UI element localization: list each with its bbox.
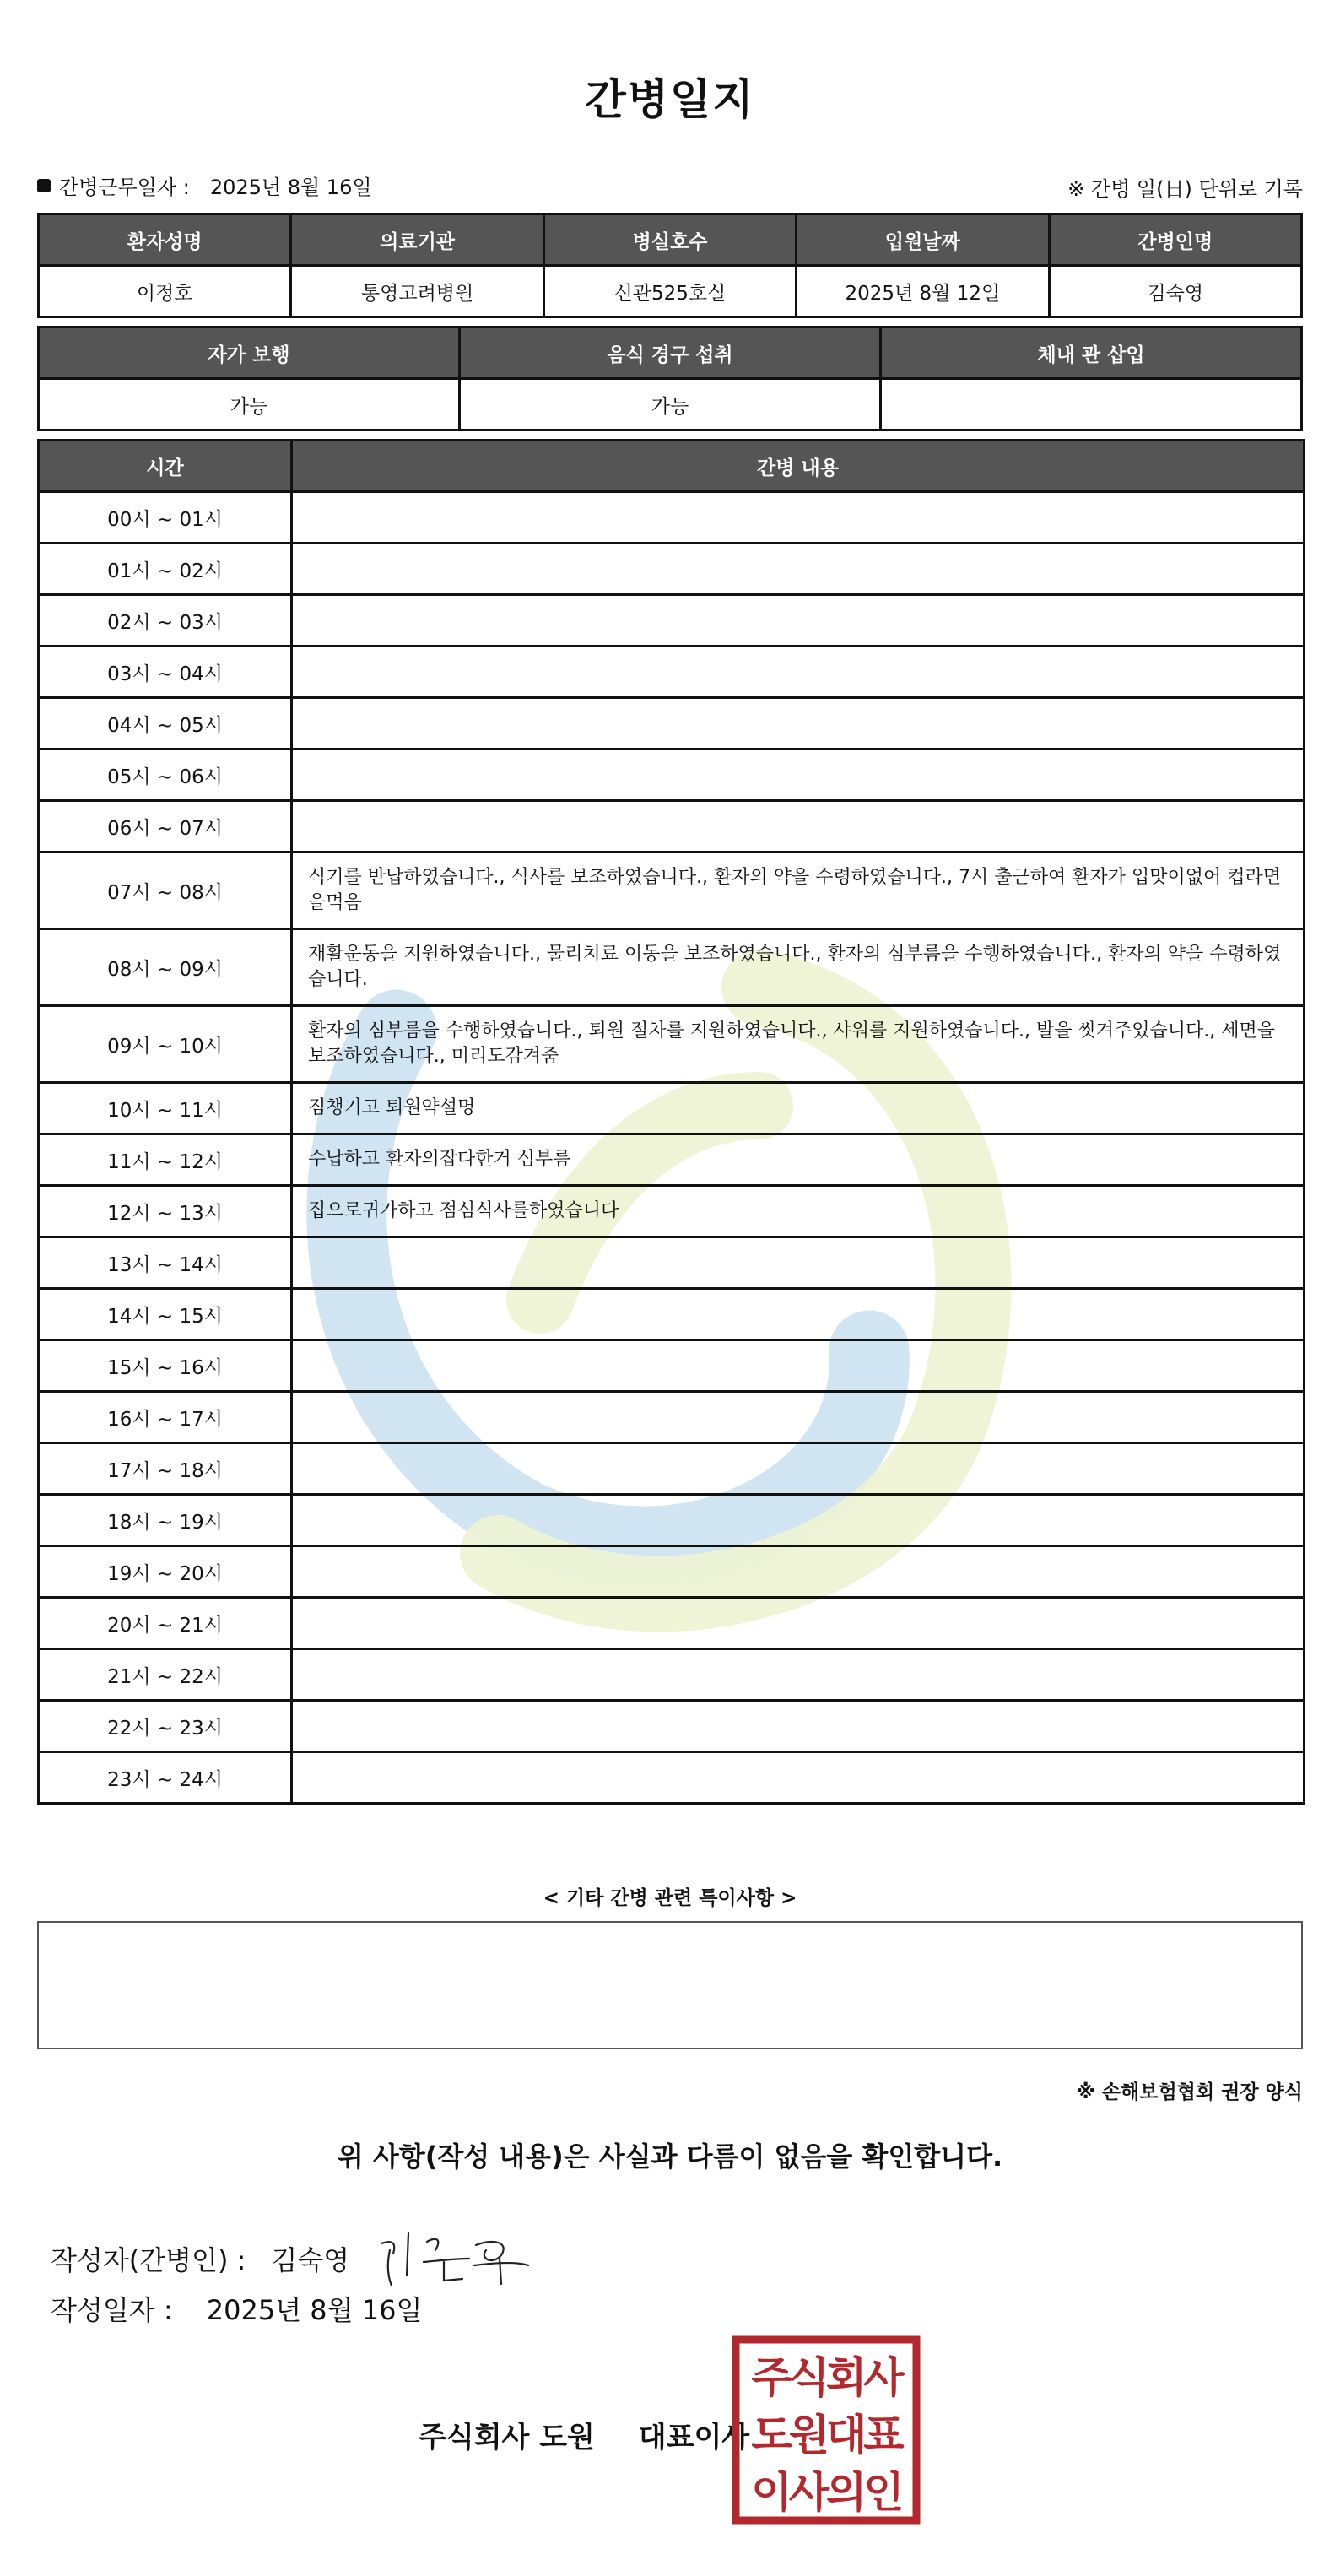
ceo-title: 대표이사	[638, 2421, 750, 2454]
header-caregiver-name: 간병인명	[1049, 214, 1301, 266]
content-cell	[292, 1392, 1305, 1443]
time-cell: 09시 ~ 10시	[39, 1006, 292, 1083]
write-date-label: 작성일자 :	[51, 2294, 173, 2326]
write-date-line	[51, 2289, 422, 2328]
tube-insertion	[881, 379, 1302, 430]
recommend-note: ※ 손해보험협회 권장 양식	[1076, 2081, 1303, 2103]
time-cell: 06시 ~ 07시	[39, 801, 292, 852]
time-cell: 10시 ~ 11시	[39, 1083, 292, 1134]
care-log-table	[37, 439, 1305, 1805]
table-row	[39, 801, 1305, 852]
bullet-square-icon	[37, 179, 51, 192]
time-cell: 01시 ~ 02시	[39, 544, 292, 595]
svg-text:이사의인: 이사의인	[751, 2468, 901, 2517]
header-oral-intake: 음식 경구 섭취	[460, 327, 881, 379]
content-cell	[292, 750, 1305, 801]
other-notes-label: < 기타 간병 관련 특이사항 >	[543, 1887, 797, 1909]
content-cell: 짐챙기고 퇴원약설명	[292, 1083, 1305, 1134]
content-cell	[292, 1495, 1305, 1546]
table-row	[39, 1752, 1305, 1804]
document-title: 간병일지	[585, 75, 755, 124]
table-row	[39, 1340, 1305, 1392]
header-patient-name: 환자성명	[39, 214, 291, 266]
table-row	[39, 1546, 1305, 1598]
hospital: 통영고려병원	[291, 266, 543, 317]
work-date-line	[37, 170, 372, 200]
table-row	[39, 1289, 1305, 1340]
time-cell: 17시 ~ 18시	[39, 1443, 292, 1495]
table-row	[39, 1237, 1305, 1289]
content-cell	[292, 1340, 1305, 1392]
company-name: 주식회사 도원	[419, 2421, 595, 2454]
content-cell	[292, 801, 1305, 852]
company-seal-stamp	[731, 2335, 921, 2525]
content-cell: 재활운동을 지원하였습니다., 물리치료 이동을 보조하였습니다., 환자의 심부름을 수행하였습니다., 환자의 약을 수령하였습니다.	[292, 929, 1305, 1006]
patient-info-table	[37, 213, 1303, 318]
header-room: 병실호수	[543, 214, 796, 266]
header-admission-date: 입원날짜	[797, 214, 1049, 266]
time-cell: 19시 ~ 20시	[39, 1546, 292, 1598]
content-cell	[292, 647, 1305, 698]
other-notes-box	[37, 1921, 1303, 2049]
time-cell: 00시 ~ 01시	[39, 492, 292, 544]
content-cell	[292, 1701, 1305, 1752]
time-cell: 23시 ~ 24시	[39, 1752, 292, 1804]
content-cell	[292, 1443, 1305, 1495]
handwritten-signature	[375, 2225, 535, 2292]
time-cell: 11시 ~ 12시	[39, 1134, 292, 1186]
table-row	[39, 750, 1305, 801]
table-row	[39, 929, 1305, 1006]
caregiver-name: 김숙영	[1049, 266, 1301, 317]
table-row	[39, 492, 1305, 544]
time-cell: 20시 ~ 21시	[39, 1598, 292, 1649]
table-row	[39, 1134, 1305, 1186]
table-row	[39, 1083, 1305, 1134]
time-cell: 14시 ~ 15시	[39, 1289, 292, 1340]
content-cell: 수납하고 환자의잡다한거 심부름	[292, 1134, 1305, 1186]
table-row	[39, 1649, 1305, 1701]
time-cell: 07시 ~ 08시	[39, 852, 292, 929]
table-row	[39, 1701, 1305, 1752]
content-cell	[292, 698, 1305, 750]
table-row	[39, 852, 1305, 929]
content-cell	[292, 1752, 1305, 1804]
content-cell	[292, 492, 1305, 544]
time-cell: 05시 ~ 06시	[39, 750, 292, 801]
write-date-value: 2025년 8월 16일	[206, 2294, 423, 2326]
company-line	[419, 2414, 749, 2455]
time-cell: 12시 ~ 13시	[39, 1186, 292, 1237]
header-hospital: 의료기관	[291, 214, 543, 266]
content-cell: 집으로귀가하고 점심식사를하였습니다	[292, 1186, 1305, 1237]
oral-intake: 가능	[460, 379, 881, 430]
header-tube-insertion: 체내 관 삽입	[881, 327, 1302, 379]
self-walking: 가능	[39, 379, 460, 430]
content-cell	[292, 1649, 1305, 1701]
content-cell: 식기를 반납하였습니다., 식사를 보조하였습니다., 환자의 약을 수령하였습니다., 7시 출근하여 환자가 입맛이없어 컵라면을먹음	[292, 852, 1305, 929]
table-row	[39, 1006, 1305, 1083]
table-row	[39, 1443, 1305, 1495]
content-cell	[292, 1598, 1305, 1649]
svg-text:도원대표: 도원대표	[751, 2411, 901, 2460]
time-cell: 08시 ~ 09시	[39, 929, 292, 1006]
table-row	[39, 1598, 1305, 1649]
work-date-value: 2025년 8월 16일	[209, 176, 372, 199]
room: 신관525호실	[543, 266, 796, 317]
time-cell: 13시 ~ 14시	[39, 1237, 292, 1289]
header-self-walking: 자가 보행	[39, 327, 460, 379]
content-cell: 환자의 심부름을 수행하였습니다., 퇴원 절차를 지원하였습니다., 샤워를 지원하였습니다., 발을 씻겨주었습니다., 세면을 보조하였습니다., 머리도감겨줌	[292, 1006, 1305, 1083]
header-time: 시간	[39, 441, 292, 492]
time-cell: 21시 ~ 22시	[39, 1649, 292, 1701]
header-care-content: 간병 내용	[292, 441, 1305, 492]
table-row	[39, 1495, 1305, 1546]
time-cell: 22시 ~ 23시	[39, 1701, 292, 1752]
time-cell: 16시 ~ 17시	[39, 1392, 292, 1443]
writer-label: 작성자(간병인) :	[51, 2244, 246, 2276]
writer-name: 김숙영	[271, 2244, 350, 2276]
svg-text:주식회사: 주식회사	[751, 2353, 901, 2402]
table-row	[39, 1392, 1305, 1443]
time-cell: 02시 ~ 03시	[39, 595, 292, 647]
time-cell: 18시 ~ 19시	[39, 1495, 292, 1546]
table-row	[39, 647, 1305, 698]
confirm-statement: 위 사항(작성 내용)은 사실과 다름이 없음을 확인합니다.	[337, 2140, 1003, 2173]
content-cell	[292, 544, 1305, 595]
content-cell	[292, 1237, 1305, 1289]
content-cell	[292, 1289, 1305, 1340]
status-info-table	[37, 326, 1303, 431]
table-row	[39, 1186, 1305, 1237]
content-cell	[292, 1546, 1305, 1598]
work-date-label: 간병근무일자 :	[59, 176, 190, 199]
patient-name: 이정호	[39, 266, 291, 317]
admission-date: 2025년 8월 12일	[797, 266, 1049, 317]
time-cell: 15시 ~ 16시	[39, 1340, 292, 1392]
unit-note: ※ 간병 일(日) 단위로 기록	[1067, 177, 1303, 201]
time-cell: 03시 ~ 04시	[39, 647, 292, 698]
table-row	[39, 595, 1305, 647]
writer-line	[51, 2225, 535, 2292]
table-row	[39, 698, 1305, 750]
table-row	[39, 544, 1305, 595]
time-cell: 04시 ~ 05시	[39, 698, 292, 750]
content-cell	[292, 595, 1305, 647]
